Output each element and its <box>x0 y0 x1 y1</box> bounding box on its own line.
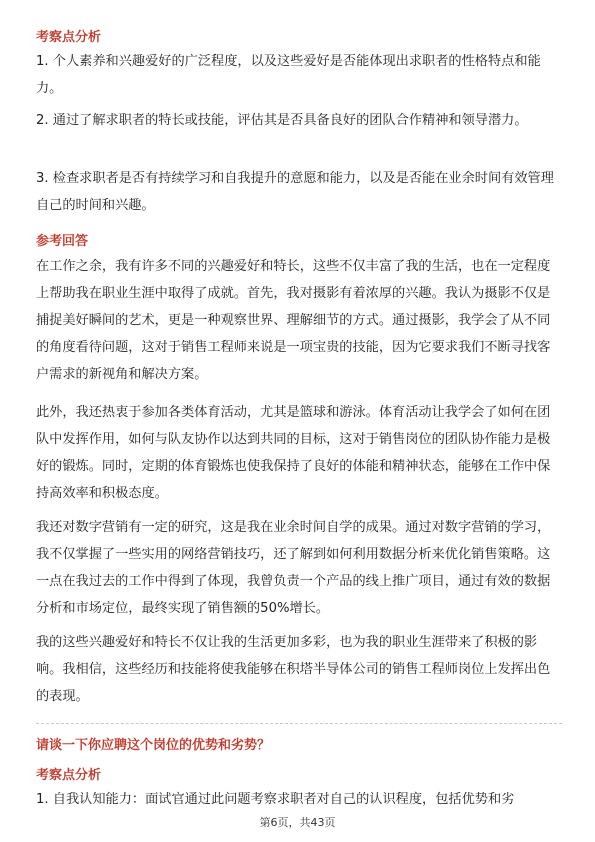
section-divider <box>36 723 562 724</box>
answer-paragraph-2: 此外，我还热衷于参加各类体育活动，尤其是篮球和游泳。体育活动让我学会了如何在团队中发挥作用，如何与队友协作以达到共同的目标，这对于销售岗位的团队协作能力是极好的锻炼。同时，定期的体育锻炼也使我保持了良好的体能和精神状态，能够在工作中保持高效率和积极态度。 <box>36 405 551 501</box>
answer-paragraph-1: 在工作之余，我有许多不同的兴趣爱好和特长，这些不仅丰富了我的生活，也在一定程度上帮助我在职业生涯中取得了成就。首先，我对摄影有着浓厚的兴趣。我认为摄影不仅是捕捉美好瞬间的艺术，更是一种观察世界、理解细节的方式。通过摄影，我学会了从不同的角度看待问题，这对于销售工程师来说是一项宝贵的技能，因为它要求我们不断寻找客户需求的新视角和解决方案。 <box>36 259 551 382</box>
analysis-item-1b: 1. 自我认知能力：面试官通过此问题考察求职者对自己的认识程度，包括优势和劣 <box>36 792 515 807</box>
analysis-item-1: 1. 个人素养和兴趣爱好的广泛程度，以及这些爱好是否能体现出求职者的性格特点和能力。 <box>36 54 541 96</box>
question-heading: 请谈一下你应聘这个岗位的优势和劣势？ <box>36 738 271 753</box>
analysis-heading-2: 考察点分析 <box>36 768 102 783</box>
page-number: 第6页，共43页 <box>259 816 336 829</box>
answer-paragraph-4: 我的这些兴趣爱好和特长不仅让我的生活更加多彩，也为我的职业生涯带来了积极的影响。我相信，这些经历和技能将使我能够在积塔半导体公司的销售工程师岗位上发挥出色的表现。 <box>36 635 551 704</box>
analysis-item-2: 2. 通过了解求职者的特长或技能，评估其是否具备良好的团队合作精神和领导潜力。 <box>36 113 528 128</box>
answer-paragraph-3: 我还对数字营销有一定的研究，这是我在业余时间自学的成果。通过对数字营销的学习，我不仅掌握了一些实用的网络营销技巧，还了解到如何利用数据分析来优化销售策略。这一点在我过去的工作中得到了体现，我曾负责一个产品的线上推广项目，通过有效的数据分析和市场定位，最终实现了销售额的50%增长。 <box>36 520 551 616</box>
analysis-item-3: 3. 检查求职者是否有持续学习和自我提升的意愿和能力，以及是否能在业余时间有效管理自己的时间和兴趣。 <box>36 171 554 213</box>
analysis-heading: 考察点分析 <box>36 30 102 45</box>
reference-answer-heading: 参考回答 <box>36 234 89 249</box>
